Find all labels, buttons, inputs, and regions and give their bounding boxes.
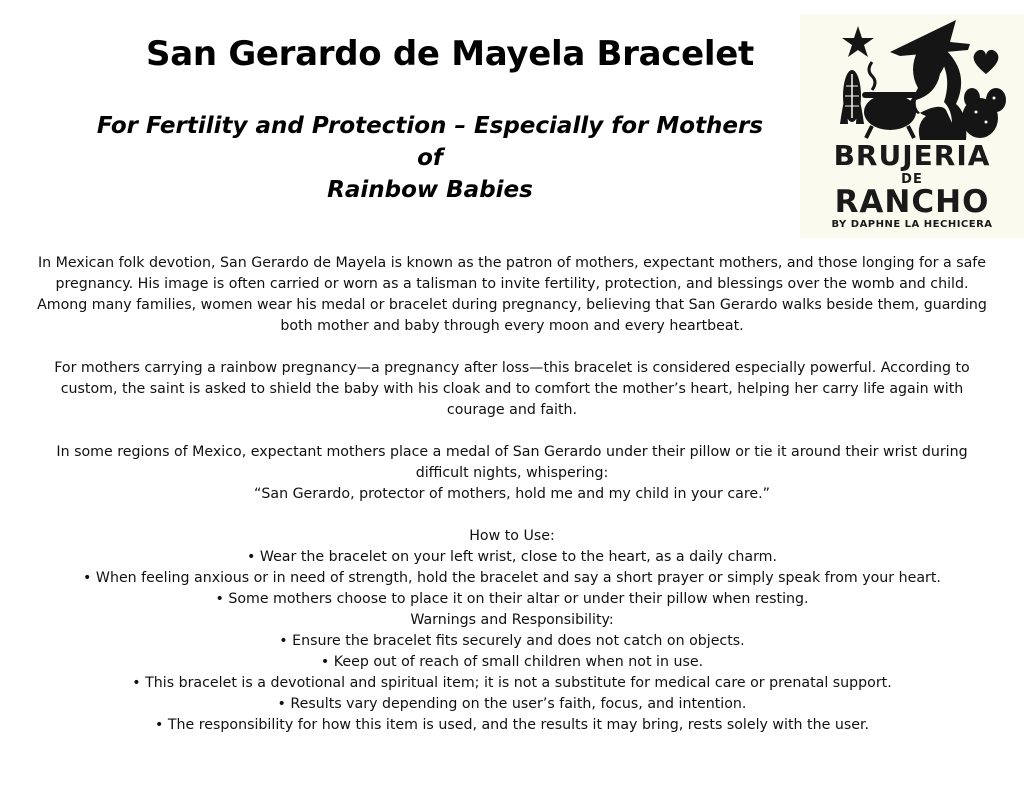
how-to-use-item: • When feeling anxious or in need of strength, hold the bracelet and say a short prayer or simply speak from your heart. (83, 570, 941, 586)
warning-item: • This bracelet is a devotional and spiritual item; it is not a substitute for medical care or prenatal support. (132, 675, 892, 691)
paragraph-1-line-4: both mother and baby through every moon and every heartbeat. (280, 318, 744, 334)
paragraph-2-line-3: courage and faith. (446, 402, 578, 418)
cactus-icon (962, 88, 1006, 138)
how-to-use-item: • Wear the bracelet on your left wrist, close to the heart, as a daily charm. (247, 549, 777, 565)
paragraph-3-line-1: In some regions of Mexico, expectant mothers place a medal of San Gerardo under their pillow or tie it around their wrist during (56, 444, 968, 460)
steam-icon (869, 62, 875, 90)
paragraph-spacer (14, 337, 1010, 358)
warning-item: • Ensure the bracelet fits securely and does not catch on objects. (279, 633, 745, 649)
brand-logo (800, 14, 1024, 238)
logo-brand-line-2: DE (901, 172, 923, 187)
logo-brand-line-3: RANCHO (834, 184, 990, 220)
paragraph-2-line-1: For mothers carrying a rainbow pregnancy—a pregnancy after loss—this bracelet is considered especially powerful. According to (54, 360, 970, 376)
logo-brand-line-4: BY DAPHNE LA HECHICERA (831, 219, 993, 230)
brujeria-witch-logo (800, 14, 1024, 144)
description-body (14, 253, 1010, 736)
corn-icon (840, 70, 864, 124)
logo-brand-line-1: BRUJERIA (833, 139, 991, 172)
warning-item: • Results vary depending on the user’s faith, focus, and intention. (277, 696, 747, 712)
paragraph-2-line-2: custom, the saint is asked to shield the baby with his cloak and to comfort the mother’s heart, helping her carry life again with (60, 381, 964, 397)
subtitle-line-2: Rainbow Babies (327, 177, 533, 203)
paragraph-1-line-2: pregnancy. His image is often carried or worn as a talisman to invite fertility, protection, and blessings over the womb and child. (55, 276, 969, 292)
warnings-heading: Warnings and Responsibility: (410, 612, 614, 628)
prayer-quote: “San Gerardo, protector of mothers, hold me and my child in your care.” (254, 486, 770, 502)
paragraph-3-line-2: difficult nights, whispering: (415, 465, 609, 481)
star-icon (842, 26, 874, 57)
cauldron-icon (862, 92, 918, 138)
how-to-use-item: • Some mothers choose to place it on their altar or under their pillow when resting. (215, 591, 809, 607)
paragraph-spacer (14, 421, 1010, 442)
how-to-use-heading: How to Use: (469, 528, 555, 544)
warning-item: • The responsibility for how this item is used, and the results it may bring, rests solely with the user. (155, 717, 869, 733)
subtitle-line-1: For Fertility and Protection – Especially for Mothers of (96, 113, 764, 171)
heart-icon (974, 50, 999, 74)
warning-item: • Keep out of reach of small children when not in use. (320, 654, 704, 670)
paragraph-1-line-1: In Mexican folk devotion, San Gerardo de Mayela is known as the patron of mothers, expectant mothers, and those longing for a safe (37, 255, 987, 271)
page-title: San Gerardo de Mayela Bracelet (146, 34, 754, 74)
paragraph-spacer (14, 505, 1010, 526)
page-subtitle (90, 110, 770, 206)
paragraph-1-line-3: Among many families, women wear his medal or bracelet during pregnancy, believing that San Gerardo walks beside them, guarding (37, 297, 987, 313)
